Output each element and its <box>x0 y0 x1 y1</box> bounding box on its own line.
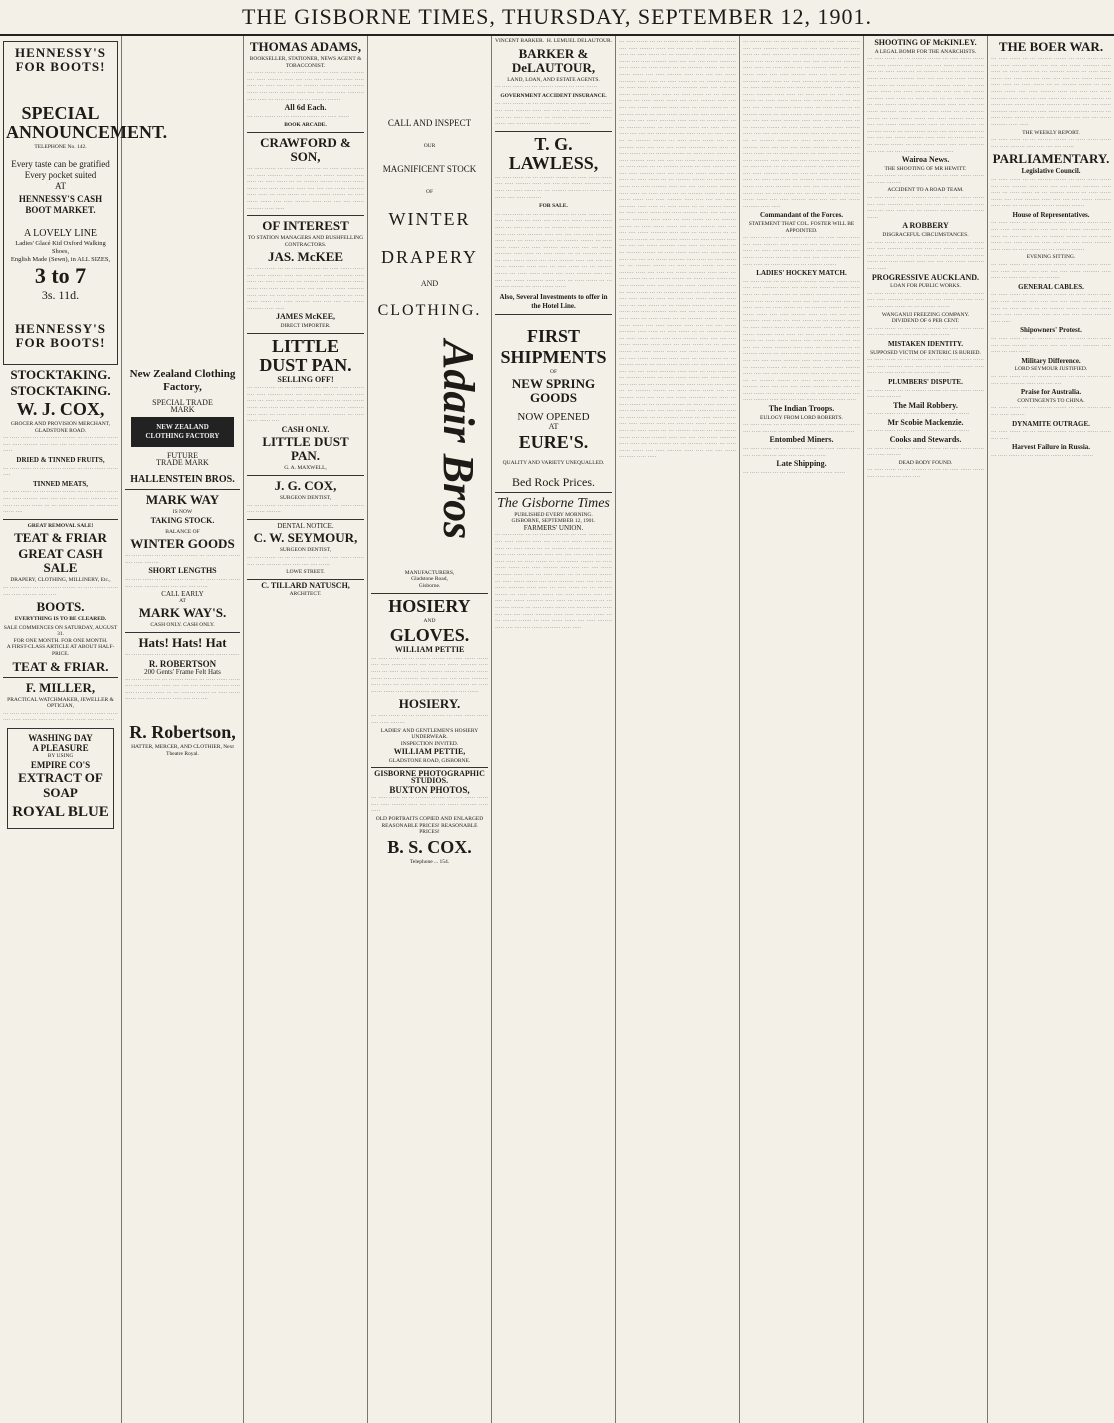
govt-insurance: GOVERNMENT ACCIDENT INSURANCE. <box>500 92 607 99</box>
gisborne: Gisborne. <box>418 582 441 589</box>
robertson-2: R. Robertson, <box>129 722 236 743</box>
hosiery-body: ··· ····· ······ ··· ··· ········ ······· ··· ····· ······ ······ ···· ····· ········ <box>371 713 488 726</box>
special-trade: SPECIAL TRADE <box>152 398 213 407</box>
sale-commences: SALE COMMENCES ON SATURDAY, AUGUST 31. <box>3 624 118 638</box>
hewitt: THE SHOOTING OF MR HEWITT. <box>884 165 967 172</box>
a-pleasure: A PLEASURE <box>32 743 89 754</box>
dynamite-outrage: DYNAMITE OUTRAGE. <box>1012 419 1090 428</box>
evening-body: ··· ····· ······ ··· ··· ········ ······· ··· ····· ······ ······ ···· ····· ········ ····· ···· ···· ···· ······ ········· ····· ····· ··· ····· ······ ··· ··· ········ <box>991 262 1111 282</box>
ladies-gents: LADIES' AND GENTLEMEN'S HOSIERY UNDERWEAR. <box>380 727 479 741</box>
royal-blue: ROYAL BLUE <box>12 803 109 820</box>
rule <box>495 131 612 132</box>
miller-sub: PRACTICAL WATCHMAKER, JEWELLER & OPTICIAN, <box>7 696 114 710</box>
bed-rock-prices: Bed Rock Prices. <box>512 474 595 489</box>
dividend-body: ··· ····· ······ ··· ··· ········ ······· ··· ····· ······ ······ ···· ····· ········ ····· ···· ···· ···· ······ <box>867 325 984 339</box>
photo-studios: GISBORNE PHOTOGRAPHIC STUDIOS. <box>374 769 485 786</box>
tg-lawless: T. G. LAWLESS, <box>508 133 599 173</box>
mckee-body: ··· ····· ······ ··· ··· ········ ······· ··· ····· ······ ······ ···· ····· ········ ····· ···· ···· ···· ······ ········· ····· ····· ··· ····· ······ ··· ··· ········ ······· ··· ····· ······ ······ ···· ····· ········ ····· ···· ···· ···· ······ ········· ····· ····· ··· ····· ······ ··· ··· ········ ······· ··· ····· ······ ······ ···· ····· ········ ····· ···· ···· ···· ······ ········· ····· ····· <box>247 266 364 312</box>
robertson: R. ROBERTSON <box>148 658 217 669</box>
scobie-body: ··· ····· ······ ··· ··· ········ ······· ··· ····· ······ <box>867 428 970 435</box>
mark-way: MARK WAY <box>145 492 220 508</box>
contingents-china: CONTINGENTS TO CHINA. <box>1017 397 1085 404</box>
surgeon-dentist: SURGEON DENTIST, <box>279 494 332 501</box>
for-sale-body: ··· ····· ······ ··· ··· ········ ······· ··· ····· ······ ······ ···· ····· ········ ····· ···· ···· ···· ······ ········· ····· ····· ··· ····· ······ ··· ··· ········ ······· ··· ····· ······ ······ ···· ····· ········ ····· ···· ···· ···· ······ ········· ····· ····· ··· ····· ······ ··· ··· ········ ······· ··· ····· ······ ······ ···· ····· ········ ····· ···· ···· ···· ······ ········· ····· ····· ··· ····· ······ ··· ··· ········ ······· ··· ····· ······ ······ ···· ····· ········ ····· ···· ···· ···· ······ ········· ····· ····· ··· ····· ······ ··· ··· ········ ······· ··· ····· ······ ······ ···· ····· ········ ····· ···· ···· ···· ······ ········· ····· ····· ··· ····· ······ ··· ··· ········ ······· ··· ····· ······ ······ <box>495 211 612 291</box>
sale-body: ··· ····· ······ ··· ··· ········ ······· ··· ····· ······ ······ ···· ····· ········ ····· ···· <box>3 584 118 598</box>
harvest-body: ··· ····· ······ ··· ··· ········ ······· ··· ····· ······ <box>991 452 1094 459</box>
dustpan-body: ··· ····· ······ ··· ··· ········ ······· ··· ····· ······ ······ ···· ····· ········ ····· ···· ···· ···· ······ ········· ····· ····· ··· ····· ······ ··· ··· ········ ······· ··· ····· ······ ······ ···· ····· ········ ····· ···· ···· ···· ······ ········· ····· ····· ··· ····· ······ ··· ··· ········ ······· ··· ····· ······ ······ ···· <box>247 385 364 425</box>
short-lengths: SHORT LENGTHS <box>148 566 217 576</box>
hats: Hats! Hats! Hat <box>138 634 227 650</box>
future: FUTURE <box>166 451 199 461</box>
hosiery: HOSIERY <box>388 595 471 616</box>
hewitt-body: ··· ····· ······ ··· ··· ········ ······· ··· ····· ······ ······ ···· ····· ········ <box>867 173 984 186</box>
logo-line-2: CLOTHING FACTORY <box>145 432 220 441</box>
seymour: C. W. SEYMOUR, <box>253 530 358 546</box>
now-opened: NOW OPENED <box>517 411 590 424</box>
seymour-sub: SURGEON DENTIST, <box>279 547 332 554</box>
loan-public-works: LOAN FOR PUBLIC WORKS. <box>890 283 961 290</box>
lovely-line: A LOVELY LINE <box>23 227 98 239</box>
hockey-body: ··· ····· ······ ··· ··· ········ ······· ··· ····· ······ ······ ···· ····· ········ ····· ···· ···· ···· ······ ········· ····· ····· ··· ····· ······ ··· ··· ········ ······· ··· ····· ······ ······ ···· ····· ········ ····· ···· ···· ···· ······ ········· ····· ····· ··· ····· ······ ··· ··· ········ ······· ··· ····· ······ ······ ···· ····· ········ ····· ···· ···· ···· ······ ········· ····· ····· ··· ····· ······ ··· ··· ········ ······· ··· ····· ······ ······ ···· ····· ········ ····· ···· ···· ···· ······ ········· ····· ····· ··· ····· ······ ··· ··· ········ ······· ··· ····· ······ ······ ···· ····· ········ ····· ···· ···· ···· ······ ········· ····· ····· ··· ····· ······ ··· ··· ········ ······· ··· ····· ······ ······ ···· ····· ········ ····· ···· ···· ···· ······ ········· ····· ····· ··· ····· ······ ··· ··· ········ ······· ··· ····· ······ ······ ···· ····· ········ ····· ···· ···· ···· ······ ········· ····· ····· ··· ····· ······ ··· ··· ········ ······· ··· ····· ······ ······ ···· ····· ········ ····· ···· ···· ···· ······ ········· ····· ····· ··· ····· ······ ··· ··· ········ ······· ··· ····· ······ ······ ···· ····· ········ ····· ···· ···· ···· ······ ········· ····· ····· <box>743 278 860 404</box>
hennessy-ad <box>3 41 168 365</box>
quality-variety: QUALITY AND VARIETY UNEQUALLED. <box>502 460 605 467</box>
extract-of-soap: EXTRACT OF SOAP <box>18 769 103 800</box>
all-6d: All 6d Each. <box>284 103 327 113</box>
rule <box>247 132 364 133</box>
dateline: GISBORNE, SEPTEMBER 12, 1901. <box>511 518 596 525</box>
robertson-body: ··· ····· ······ ··· ··· ········ ······· ··· ····· ······ ······ ···· ····· ········ ····· ···· ···· ···· ······ ········· ····· ····· ··· ····· ······ ··· ··· ········ ······· ··· ····· ······ ······ ···· ····· ········ ····· ···· ···· ···· <box>125 676 240 703</box>
little-dust-pan: LITTLE DUST PAN. <box>259 335 352 375</box>
column-6 <box>616 36 740 1423</box>
jas-mckee: JAS. McKEE <box>267 249 344 265</box>
dried-fruits: DRIED & TINNED FRUITS, <box>16 455 105 464</box>
adair-bros: Adair Bros <box>434 339 483 540</box>
at-label-2: AT <box>179 597 186 604</box>
published: PUBLISHED EVERY MORNING. <box>514 511 593 518</box>
maxwell: G. A. MAXWELL, <box>284 465 327 472</box>
general-cables: GENERAL CABLES. <box>1018 282 1084 291</box>
several-investments: Also, Several Investments to offer in the Hotel Line. <box>499 292 608 310</box>
news-body-1: ··· ····· ······ ··· ··· ········ ······· ··· ····· ······ ······ ···· ····· ········ ····· ···· ···· ···· ······ ········· ····· ····· ··· ····· ······ ··· ··· ········ ······· ··· ····· ······ ······ ···· ····· ········ ····· ···· ···· ···· ······ ········· ····· ····· ··· ····· ······ ··· ··· ········ ······· ··· ····· ······ ······ ···· ····· ········ ····· ···· ···· ···· ······ ········· ····· ····· ··· ····· ······ ··· ··· ········ ······· ··· ····· ······ ······ ···· ····· ········ ····· ···· ···· ···· ······ ········· ····· ····· ··· ····· ······ ··· ··· ········ ······· ··· ····· ······ ······ ···· ····· ········ ····· ···· ···· ···· ······ ········· ····· ····· ··· ····· ······ ··· ··· ········ ······· ··· ····· ······ ······ ···· ····· ········ ····· ···· ···· ···· ······ ········· ····· ····· ··· ····· ······ ··· ··· ········ ······· ··· ····· ······ ······ ···· ····· ········ ····· ···· ···· ···· ······ ········· ····· ····· ··· ····· ······ ··· ··· ········ ······· ··· ····· ······ ······ ···· ····· ········ ····· ···· ···· ···· ······ ········· ····· ····· ··· ····· ······ ··· ··· ········ ······· ··· ····· ······ ······ ···· ····· ········ ····· ···· ···· ···· ······ ········· ····· ····· ··· ····· ······ ··· ··· ········ ······· ··· ····· ······ ······ ···· ····· ········ ····· ···· ···· ···· ······ ········· ····· ····· ··· ····· ······ ··· ··· ········ ······· ··· ····· ······ ······ ···· ····· ········ ····· ···· ···· ···· ······ ········· ····· ····· ··· ····· ······ ··· ··· ········ ······· ··· ····· ······ ······ ···· ····· ········ ····· ···· ···· ···· ······ ········· ····· ····· <box>743 39 860 210</box>
commandant-body: ··· ····· ······ ··· ··· ········ ······· ··· ····· ······ ······ ···· ····· ········ ····· ···· ···· ···· ······ ········· ····· ····· ··· ····· ······ ··· ··· ········ ······· ··· ····· ······ ······ ···· ····· ········ ····· ···· ···· ···· ······ ········· ····· ····· ··· ····· ······ ··· ··· ········ ······· <box>743 235 860 268</box>
stocktaking-2: STOCKTAKING. <box>10 383 111 398</box>
editorial-cont-body: ··· ····· ······ ··· ··· ········ ······· ··· ····· ······ ······ ···· ····· ········ ····· ···· ···· ···· ······ ········· ····· ····· ··· ····· ······ ··· ··· ········ ······· ··· ····· ······ ······ ···· ····· ········ ····· ···· ···· ···· ······ ········· ····· ····· ··· ····· ······ ··· ··· ········ ······· ··· ····· ······ ······ ···· ····· ········ ····· ···· ···· ···· ······ ········· ····· ····· ··· ····· ······ ··· ··· ········ ······· ··· ····· ······ ······ ···· ····· ········ ····· ···· ···· ···· ······ ········· ····· ····· ··· ····· ······ ··· ··· ········ ······· ··· ····· ······ ······ ···· ····· ········ ····· ···· ···· ···· ······ ········· ····· ····· ··· ····· ······ ··· ··· ········ ······· ··· ····· ······ ······ ···· ····· ········ ····· ···· ···· ···· ······ ········· ····· ····· ··· ····· ······ ··· ··· ········ ······· ··· ····· ······ ······ ···· ····· ········ ····· ···· ···· ···· ······ ········· ····· ····· ··· ····· ······ ··· ··· ········ ······· ··· ····· ······ ······ ···· ····· ········ ····· ···· ···· ···· ······ ········· ····· ····· ··· ····· ······ ··· ··· ········ ······· ··· ····· ······ ······ ···· ····· ········ ····· ···· ···· ···· ······ ········· ····· ····· ··· ····· ······ ··· ··· ········ ······· ··· ····· ······ ······ ···· ····· ········ ····· ···· ···· ···· ······ ········· ····· ····· ··· ····· ······ ··· ··· ········ ······· ··· ····· ······ ······ ···· ····· ········ ····· ···· ···· ···· ······ ········· ····· ····· ··· ····· ······ ··· ··· ········ ······· ··· ····· ······ ······ ···· ····· ········ ····· ···· ···· ···· ······ ········· ····· ····· ··· ····· ······ ··· ··· ········ ······· ··· ····· ······ ······ ···· ····· ········ ····· ···· ···· ···· ······ ········· ····· ····· ··· ····· ······ ··· ··· ········ ······· ··· ····· ······ ······ ···· ····· ········ ····· ···· ···· ···· ······ ········· ····· ····· ··· ····· ······ ··· ··· ········ ······· ··· ····· ······ ······ ···· ····· ········ ····· ···· ···· ···· ······ ········· ····· ····· ··· ····· ······ ··· ··· ········ ······· ··· ····· ······ ······ ···· ····· ········ ····· ···· ···· ···· ······ ········· ····· ····· ··· ····· ······ ··· ··· ········ ······· ··· ····· ······ ······ ···· ····· ········ ····· ···· ···· ···· ······ ········· ····· ····· ··· ····· ······ ··· ··· ········ ······· ··· ····· ······ ······ ···· ····· ········ ····· ···· ···· ···· ······ ········· ····· ····· ··· ····· ······ ··· ··· ········ ······· ··· ····· ······ ······ ···· ····· ········ ····· ···· ···· ···· ······ ········· ····· ····· ··· ····· ······ ··· ··· ········ ······· ··· ····· ······ ······ ···· ····· ········ ····· ···· ···· ···· ······ ········· ····· ····· ··· ····· ······ ··· ··· ········ ······· ··· ····· ······ ······ ···· ····· ········ ····· ···· ···· ···· ······ ········· ····· ····· ··· ····· ······ ··· ··· ········ ······· ··· ····· ······ ······ ···· ····· ········ ····· ···· ···· ···· ······ ········· ····· ····· ··· ····· ······ ··· ··· ········ ······· ··· ····· ······ ······ ···· ····· ········ ····· ···· ···· ···· ······ ········· ····· ····· ··· ····· ······ ··· ··· ········ ······· ··· ····· ······ ······ ···· ····· ········ ····· ···· ···· ···· ······ ········· ····· ····· ··· ····· ······ ··· ··· ········ ······· ··· ····· ······ ······ ···· ····· ········ ····· ···· ···· ···· ······ ········· ····· ····· ··· ····· ······ ··· ··· ········ ······· ··· ····· ······ ······ ···· ····· ········ ····· ···· ···· ···· ······ ········· ····· ····· ··· ····· ······ ··· ··· ········ ······· ··· ····· ······ ······ ···· ····· ········ ····· ···· ···· ···· ······ ········· ····· ····· ··· ····· ······ ··· ··· ········ ······· ··· ····· ······ ······ ···· ····· ········ ····· ···· ···· ···· ······ ········· ····· ····· ··· ····· ······ ··· ··· ········ ······· ··· ····· ······ ······ ···· ····· ········ ····· ···· ···· ···· ······ ········· ····· ····· ··· ····· ······ ··· ··· ········ ······· ··· ····· ······ ······ ···· ····· ········ ····· ···· ···· ···· ······ ········· ····· ····· <box>619 39 736 461</box>
balance-of: BALANCE OF <box>165 528 200 535</box>
gladstone-road: Gladstone Road, <box>411 576 448 583</box>
mark: MARK <box>170 404 195 414</box>
teat-friar-2: TEAT & FRIAR. <box>12 658 109 674</box>
every-taste: Every taste can be gratified <box>11 158 110 169</box>
william-pettie-2: WILLIAM PETTIE, <box>393 747 466 757</box>
columns <box>0 36 1114 1423</box>
dynamite-body: ··· ····· ······ ··· ··· ········ ······· ··· ····· ······ ······ ···· ····· <box>991 429 1111 442</box>
and: AND <box>420 279 439 289</box>
and-2: AND <box>423 617 436 624</box>
stocktaking-1: STOCKTAKING. <box>10 367 111 382</box>
column-1 <box>0 36 168 1423</box>
miller-name: F. MILLER, <box>25 679 96 695</box>
photos-body: ··· ····· ······ ··· ··· ········ ······· ··· ····· ······ ······ ···· ····· ········ ····· ···· ···· ···· ······ ········· ····· ····· <box>371 795 488 815</box>
miller-body: ··· ····· ······ ··· ··· ········ ······· ··· ····· ······ ······ ···· ····· ········ ····· ···· ···· ···· ······ ········· ····· <box>3 710 118 724</box>
late-shipping: Late Shipping. <box>776 459 827 469</box>
old-portraits: OLD PORTRAITS COPIED AND ENLARGED <box>375 816 484 823</box>
dividend: DIVIDEND OF 6 PER CENT. <box>891 318 960 325</box>
william-pettie: WILLIAM PETTIE <box>394 645 465 655</box>
bs-cox: B. S. COX. <box>387 836 472 857</box>
praise-body: ··· ····· ······ ··· ··· ········ ······· ··· ····· ······ ······ ···· ····· ········ <box>991 405 1111 418</box>
rule <box>247 519 364 520</box>
ladies-hockey: LADIES' HOCKEY MATCH. <box>756 269 847 278</box>
station-managers: TO STATION MANAGERS AND BUSHFELLING CONTRACTORS. <box>247 235 364 248</box>
winter-body: ··· ····· ······ ··· ··· ········ ······· ··· ····· ······ ······ ···· ····· ········ <box>125 553 240 566</box>
column-7 <box>740 36 864 1423</box>
boots-heading: BOOTS. <box>36 599 85 615</box>
harvest-failure: Harvest Failure in Russia. <box>1011 443 1091 452</box>
adair-bros-block <box>371 320 488 570</box>
pettie-sub: GLADSTONE ROAD, GISBORNE. <box>388 757 471 764</box>
inspection-invited: INSPECTION INVITED. <box>400 740 459 747</box>
cash-only-3: CASH ONLY. <box>281 424 330 434</box>
foster-statement: STATEMENT THAT COL. FOSTER WILL BE APPOINTED. <box>748 221 855 234</box>
rule <box>247 579 364 580</box>
magnificent-stock: MAGNIFICENT STOCK <box>382 163 477 174</box>
mistaken-body: ··· ····· ······ ··· ··· ········ ······· ··· ····· ······ ······ ···· ····· ········ ····· ···· ···· ···· ······ ········· ····· ····· ··· ····· ······ ··· ··· ········ ······· <box>867 357 984 377</box>
selling-off: SELLING OFF! <box>277 374 334 384</box>
crawford-body: ··· ····· ······ ··· ··· ········ ······· ··· ····· ······ ······ ···· ····· ········ ····· ···· ···· ···· ······ ········· ····· ····· ··· ····· ······ ··· ··· ········ ······· ··· ····· ······ ······ ···· ····· ········ ····· ···· ···· ···· ······ ········· ····· ····· ··· ····· ······ ··· ··· ········ ······· ··· ····· ······ ······ ···· ····· ········ ····· ···· ···· ···· ······ ········· ····· ····· <box>247 165 364 212</box>
column-8 <box>864 36 988 1423</box>
adams-sub: BOOKSELLER, STATIONER, NEWS AGENT & TOBACCONIST. <box>249 56 362 69</box>
council-body: ··· ····· ······ ··· ··· ········ ······· ··· ····· ······ ······ ···· ····· ········ ····· ···· ···· ···· ······ ········· ····· ····· ··· ····· ······ ··· ··· ········ ······· ··· ····· ······ ······ ···· ····· ········ ····· ···· ···· ···· ······ ········· ····· ····· ··· ····· ······ ··· ··· ········ ······· <box>991 176 1111 210</box>
auckland-body: ··· ····· ······ ··· ··· ········ ······· ··· ····· ······ ······ ···· ····· ········ ····· ···· ···· ···· ······ ········· ····· ····· ··· ····· ······ ··· ··· ········ ······· <box>867 290 984 310</box>
gisborne-times: The Gisborne Times <box>497 495 610 511</box>
first: FIRST <box>526 325 580 346</box>
shipping-body: ··· ····· ······ ··· ··· ········ ······· ··· ····· ······ <box>743 469 846 476</box>
call-inspect: CALL AND INSPECT <box>387 118 472 128</box>
scobie-mackenzie: Mr Scobie Mackenzie. <box>887 417 964 427</box>
column-4 <box>368 36 492 1423</box>
barker-body: ··· ····· ······ ··· ··· ········ ······· ··· ····· ······ <box>495 84 598 91</box>
robertson-sub: HATTER, MERCER, AND CLOTHIER, Next Theatre Royal. <box>131 744 234 757</box>
editorial-body: ··· ····· ······ ··· ··· ········ ······· ··· ····· ······ ······ ···· ····· ········ ····· ···· ···· ···· ······ ········· ····· ····· ··· ····· ······ ··· ··· ········ ······· ··· ····· ······ ······ ···· ····· ········ ····· ···· ···· ···· ······ ········· ····· ····· ··· ····· ······ ··· ··· ········ ······· ··· ····· ······ ······ ···· ····· ········ ····· ···· ···· ···· ······ ········· ····· ····· ··· ····· ······ ··· ··· ········ ······· ··· ····· ······ ······ ···· ····· ········ ····· ···· ···· ···· ······ ········· ····· ····· ··· ····· ······ ··· ··· ········ ······· ··· ····· ······ ······ ···· ····· ········ ····· ···· ···· ···· ······ ········· ····· ····· ··· ····· ······ ··· ··· ········ ······· ··· ····· ······ ······ ···· ····· ········ ····· ···· ···· ···· ······ ········· ····· ····· ··· ····· ······ ··· ··· ········ ······· ··· ····· ······ ······ ···· ····· ········ ····· ···· ···· ···· ······ ········· ····· ····· <box>495 532 612 631</box>
column-5 <box>492 36 616 1423</box>
cables-body: ··· ····· ······ ··· ··· ········ ······· ··· ····· ······ ······ ···· ····· ········ ····· ···· ···· ···· ······ ········· ····· ····· ··· ····· ······ ··· ··· ········ ······· ··· ····· ······ ······ ···· ····· ········ ····· ···· ···· ···· ······ ········· ····· ····· <box>991 292 1111 325</box>
cox-sub: GROCER AND PROVISION MERCHANT, GLADSTONE ROAD. <box>10 421 111 434</box>
wairoa-news: Wairoa News. <box>901 155 950 165</box>
teat-friar: TEAT & FRIAR <box>14 530 107 546</box>
indian-body: ··· ····· ······ ··· ··· ········ ······· ··· ····· ······ ······ ···· ····· ········ ····· ···· ···· ···· ······ ········· ····· <box>743 422 860 435</box>
trade-mark: TRADE MARK <box>156 457 209 467</box>
crawford-son: CRAWFORD & SON, <box>260 134 351 164</box>
rule <box>247 215 364 216</box>
evening-sitting: EVENING SITTING. <box>1026 254 1076 261</box>
agents-header <box>495 38 612 45</box>
cash-boot-market: HENNESSY'S CASH BOOT MARKET. <box>18 193 103 215</box>
at-label: AT <box>55 180 66 191</box>
road-body: ··· ····· ······ ··· ··· ········ ······· ··· ····· ······ ······ ···· ····· ········ ····· ···· ···· ···· ······ ········· ····· ····· ··· ····· ······ ··· ··· ········ ······· ··· ····· ······ ······ <box>867 195 984 221</box>
cash-only: CASH ONLY. CASH ONLY. <box>150 622 215 629</box>
ladies-shoes: Ladies' Glacé Kid Oxford Walking Shoes, <box>15 239 106 255</box>
progressive-auckland: PROGRESSIVE AUCKLAND. <box>871 272 980 282</box>
logo-line-1: NEW ZEALAND <box>156 423 209 432</box>
vincent-barker: VINCENT BARKER. <box>495 38 545 44</box>
robbery-body: ··· ····· ······ ··· ··· ········ ······· ··· ····· ······ ······ ···· ····· ········ ····· ···· ···· ···· ······ ········· ····· ····· ··· ····· ······ ··· ··· ········ ······· ··· ····· ······ ······ ···· ····· ········ ····· ···· ···· ···· ······ ········· ····· ····· <box>867 239 984 272</box>
miners-body: ··· ····· ······ ··· ··· ········ ······· ··· ····· ······ ······ ···· ····· ········ ····· ···· ···· ···· ······ <box>743 446 860 459</box>
commandant: Commandant of the Forces. <box>759 211 844 220</box>
weekly-body: ··· ····· ······ ··· ··· ········ ······· ··· ····· ······ ······ ···· ····· ········ ····· ···· ···· ···· ······ <box>991 137 1111 150</box>
reasonable-prices: REASONABLE PRICES! REASONABLE PRICES! <box>381 822 478 836</box>
masthead: THE GISBORNE TIMES, THURSDAY, SEPTEMBER 12, 1901. <box>0 0 1114 36</box>
clothing: CLOTHING. <box>377 301 482 319</box>
eulogy: EULOGY FROM LORD ROBERTS. <box>760 414 843 421</box>
nz-clothing-factory: New Zealand Clothing Factory, <box>129 368 236 393</box>
rule <box>495 314 612 315</box>
all-6d-body: ··· ····· ······ ··· ··· ········ ······· ··· ····· ······ <box>247 113 350 120</box>
rule <box>125 489 240 490</box>
hallenstein: HALLENSTEIN BROS. <box>130 474 235 486</box>
first-class-article: A FIRST-CLASS ARTICLE AT ABOUT HALF-PRICE. <box>6 644 115 658</box>
shipowners-protest: Shipowners' Protest. <box>1020 326 1082 335</box>
lawless-body: ··· ····· ······ ··· ··· ········ ······· ··· ····· ······ ······ ···· ····· ········ ····· ···· ···· ···· ······ ········· ····· ····· ··· ····· ······ ··· ··· ········ ······· ··· ····· ······ ······ ···· ····· ········ <box>495 174 612 201</box>
land-loan: LAND, LOAN, AND ESTATE AGENTS. <box>507 76 600 83</box>
gloves: GLOVES. <box>389 625 470 646</box>
thomas-adams: THOMAS ADAMS, <box>249 39 362 54</box>
parliamentary: PARLIAMENTARY. <box>992 151 1110 167</box>
direct-importer: DIRECT IMPORTER. <box>280 323 331 330</box>
adams-body: ··· ····· ······ ··· ··· ········ ······· ··· ····· ······ ······ ···· ····· ········ ····· ···· ···· ···· ······ ········· ····· ····· ··· ····· ······ ··· ··· ········ ······· ··· ····· ······ ······ ···· ····· ········ ····· ···· ···· ···· ······ ········· ····· ····· ··· ····· ······ ··· ··· ········ ······· <box>247 70 364 103</box>
road-team: ACCIDENT TO A ROAD TEAM. <box>887 187 964 194</box>
size-range: 3 to 7 <box>34 262 87 288</box>
rule <box>247 475 364 476</box>
jg-cox: J. G. COX, <box>274 477 337 493</box>
mistaken-identity: MISTAKEN IDENTITY. <box>887 339 964 348</box>
by-using: BY USING <box>47 753 74 760</box>
cooks-stewards: Cooks and Stewards. <box>889 435 962 445</box>
delautour: H. LEMUEL DELAUTOUR. <box>546 38 612 44</box>
is-now: IS NOW <box>172 509 193 516</box>
column-3 <box>244 36 368 1423</box>
great-cash-sale: GREAT CASH SALE <box>18 546 103 576</box>
boer-war: THE BOER WAR. <box>998 39 1104 54</box>
felt-hats: 200 Gents' Frame Felt Hats <box>144 668 221 677</box>
great-removal: GREAT REMOVAL SALE! <box>27 522 94 529</box>
for-one-month: FOR ONE MONTH. FOR ONE MONTH. <box>13 637 108 644</box>
of-interest: OF INTEREST <box>262 218 349 234</box>
mail-robbery: The Mail Robbery. <box>893 400 958 410</box>
everything-cleared: EVERYTHING IS TO BE CLEARED. <box>14 616 107 623</box>
dried-body: ··· ····· ······ ··· ··· ········ ······· ··· ····· ······ ······ ···· <box>3 465 118 479</box>
pettie-body: ··· ····· ······ ··· ··· ········ ······· ··· ····· ······ ······ ···· ····· ········ ····· ···· ···· ···· ······ ········· ····· ····· ··· ····· ······ ··· ··· ········ ······· ··· ····· ······ ······ ···· ····· ········ ····· ···· ···· ···· ······ ········· ····· ····· ··· ····· ······ ··· ··· ········ ······· ··· ····· ······ ······ ···· ····· ········ ····· ···· ···· ···· ······ <box>371 655 488 695</box>
hennessy-top-banner: HENNESSY'S FOR BOOTS! <box>15 45 106 74</box>
manufacturers: MANUFACTURERS, <box>404 569 455 576</box>
call-early: CALL EARLY <box>161 590 204 599</box>
nz-logo <box>131 417 234 447</box>
mark-ways: MARK WAY'S. <box>138 605 227 621</box>
telephone-154: Telephone ... 154. <box>409 858 450 865</box>
plumbers-dispute: PLUMBERS' DISPUTE. <box>888 377 963 386</box>
price: 3s. 11d. <box>41 287 80 302</box>
dead-body-text: ··· ····· ······ ··· ··· ········ ······· ··· ····· ······ ······ ···· ····· ········ ····· ···· <box>867 467 984 481</box>
hosiery-2: HOSIERY. <box>398 696 461 712</box>
dental-notice: DENTAL NOTICE. <box>277 521 334 530</box>
rule <box>125 632 240 633</box>
washing-day: WASHING DAY <box>28 733 93 744</box>
insurance-body: ··· ····· ······ ··· ··· ········ ······· ··· ····· ······ ······ ···· ····· ········ ····· ···· ···· ···· ······ ········· ····· ····· ··· ····· ······ ··· ··· ········ ······· ··· ····· ······ ······ ···· ····· ········ ····· ···· ···· ···· ······ <box>495 101 612 128</box>
lowe-street: LOWE STREET. <box>286 569 325 576</box>
cooks-body: ··· ····· ······ ··· ··· ········ ······· ··· ····· ······ ······ ···· ····· ········ <box>867 445 984 459</box>
column-9 <box>988 36 1114 1423</box>
cox-name: W. J. COX, <box>16 399 105 419</box>
winter-goods: WINTER GOODS <box>130 536 235 552</box>
natusch: C. TILLARD NATUSCH, <box>261 580 350 590</box>
james-mckee: JAMES McKEE, <box>275 312 336 322</box>
shipments: SHIPMENTS <box>500 346 607 367</box>
rule <box>247 333 364 334</box>
mckinley-body: ··· ····· ······ ··· ··· ········ ······· ··· ····· ······ ······ ···· ····· ········ ····· ···· ···· ···· ······ ········· ····· ····· ··· ····· ······ ··· ··· ········ ······· ··· ····· ······ ······ ···· ····· ········ ····· ···· ···· ···· ······ ········· ····· ····· ··· ····· ······ ··· ··· ········ ······· ··· ····· ······ ······ ···· ····· ········ ····· ···· ···· ···· ······ ········· ····· ····· ··· ····· ······ ··· ··· ········ ······· ··· ····· ······ ······ ···· ····· ········ ····· ···· ···· ···· ······ ········· ····· ····· ··· ····· ······ ··· ··· ········ ······· ··· ····· ······ ······ ···· ····· ········ ····· ···· ···· ···· ······ ········· ····· ····· ··· ····· ······ ··· ··· ········ ······· ··· ····· ······ ······ ···· ····· ········ ····· ···· ···· ···· ······ ········· ····· ····· ··· ····· ······ ··· ··· ········ ······· ··· ····· ······ ······ ···· ····· ········ ····· ···· ···· ···· ······ ········· ····· ····· <box>867 56 984 155</box>
drapery-clothing: DRAPERY, CLOTHING, MILLINERY, Etc., <box>10 577 111 584</box>
disgraceful: DISGRACEFUL CIRCUMSTANCES. <box>882 232 969 239</box>
a-robbery: A ROBBERY <box>902 221 949 231</box>
tinned-body: ··· ····· ······ ··· ··· ········ ······· ··· ····· ······ ······ ···· ····· ········ ····· ···· ···· ···· ······ ········· ····· ····· ··· ····· ······ ··· ··· ········ ······· ··· ····· ······ ······ ···· <box>3 489 118 516</box>
architect: ARCHITECT. <box>289 591 322 598</box>
jg-cox-body: ··· ····· ······ ··· ··· ········ ······· ··· ····· ······ ······ ···· ····· ········ <box>247 502 364 516</box>
short-body: ··· ····· ······ ··· ··· ········ ······· ··· ····· ······ ······ ···· ····· ········ ····· ···· ···· ···· ······ <box>125 576 240 590</box>
winter: WINTER <box>388 209 471 230</box>
seymour-body: ··· ····· ······ ··· ··· ········ ······· ··· ····· ······ ······ ···· ····· ········ ····· ···· ···· ···· ······ <box>247 554 364 568</box>
rule <box>371 767 488 768</box>
special-announcement: SPECIAL ANNOUNCEMENT. <box>6 103 168 142</box>
rule <box>3 677 118 678</box>
dead-body-found: DEAD BODY FOUND. <box>898 459 953 466</box>
entombed-miners: Entombed Miners. <box>769 435 834 445</box>
for-sale: FOR SALE. <box>539 203 568 210</box>
drapery: DRAPERY <box>380 247 479 268</box>
little-dust-pan-2: LITTLE DUST PAN. <box>262 434 349 464</box>
taking-stock: TAKING STOCK. <box>150 515 215 525</box>
indian-troops: The Indian Troops. <box>768 404 835 414</box>
cox-body: ··· ····· ······ ··· ··· ········ ······· ··· ····· ······ ······ ···· ····· ········ ····· ···· ···· ···· ······ ········· ····· ····· <box>3 435 118 455</box>
boer-body: ··· ····· ······ ··· ··· ········ ······· ··· ····· ······ ······ ···· ····· ········ ····· ···· ···· ···· ······ ········· ····· ····· ··· ····· ······ ··· ··· ········ ······· ··· ····· ······ ······ ···· ····· ········ ····· ···· ···· ···· ······ ········· ····· ····· ··· ····· ······ ··· ··· ········ ······· ··· ····· ······ ······ ···· ····· ········ ····· ···· ···· ···· ······ ········· ····· ····· ··· ····· ······ ··· ··· ········ ······· ··· ····· ······ ······ ···· ····· ········ ····· ···· ···· ···· ······ ········· ····· ····· ··· ····· ······ ··· ··· ········ ······· ··· ····· ······ ······ ···· ····· ········ ····· ···· ···· ···· ······ ········· ····· ····· <box>991 56 1111 128</box>
supposed-victim: SUPPOSED VICTIM OF ENTERIC IS BURIED. <box>870 349 981 356</box>
legal-bomb: A LEGAL BOMB FOR THE ANARCHISTS. <box>874 48 977 55</box>
legislative-council: Legislative Council. <box>1021 167 1081 176</box>
book-arcade: BOOK ARCADE. <box>284 122 327 129</box>
rule <box>3 519 118 520</box>
hennessy-bottom-banner: HENNESSY'S FOR BOOTS! <box>15 320 106 350</box>
weekly-report: THE WEEKLY REPORT. <box>1022 129 1080 136</box>
our: OUR <box>423 143 436 149</box>
empire-cos: EMPIRE CO'S <box>30 759 91 770</box>
of: OF <box>425 188 434 195</box>
eures: EURE'S. <box>518 432 589 453</box>
praise-australia: Praise for Australia. <box>1020 388 1082 397</box>
military-body: ··· ····· ······ ··· ··· ········ ······· ··· ····· ······ ······ ···· ····· ········ ····· ···· ···· ···· <box>991 373 1111 387</box>
tinned-meats: TINNED MEATS, <box>32 479 89 488</box>
rule <box>495 492 612 493</box>
house-reps: House of Representatives. <box>1012 210 1090 219</box>
seymour-justified: LORD SEYMOUR JUSTIFIED. <box>1014 366 1088 373</box>
wanganui-freezing: WANGANUI FREEZING COMPANY. <box>881 311 970 318</box>
new-spring-goods: NEW SPRING GOODS <box>511 376 596 406</box>
of-5: OF <box>549 368 558 375</box>
mail-body: ··· ····· ······ ··· ··· ········ ······· ··· ····· ······ <box>867 411 970 418</box>
telephone: TELEPHONE No. 142. <box>34 144 87 150</box>
mckinley: SHOOTING OF McKINLEY. <box>874 38 977 47</box>
rule <box>371 593 488 594</box>
military-difference: Military Difference. <box>1021 356 1081 365</box>
farmers-union: FARMERS' UNION. <box>523 523 584 532</box>
plumbers-body: ··· ····· ······ ··· ··· ········ ······· ··· ····· ······ ······ ···· ····· ········ <box>867 387 984 401</box>
column-2 <box>122 36 244 1423</box>
barker-delautour: BARKER & DeLAUTOUR, <box>511 45 596 75</box>
buxton-photos: BUXTON PHOTOS, <box>389 784 470 795</box>
hats-body: ··· ····· ······ ··· ··· ········ ······· ··· ····· ······ ······ <box>125 651 240 658</box>
at-5: AT <box>548 422 559 432</box>
soap-ad <box>7 728 114 829</box>
english-made: English Made (Sewn), in ALL SIZES, <box>10 255 111 263</box>
house-body: ··· ····· ······ ··· ··· ········ ······· ··· ····· ······ ······ ···· ····· ········ ····· ···· ···· ···· ······ ········· ····· ····· ··· ····· ······ ··· ··· ········ ······· ··· ····· ······ ······ ···· ····· ········ ····· ···· ···· ···· ······ ········· ····· ····· ··· ····· ······ ··· ··· ········ ······· <box>991 220 1111 253</box>
every-pocket: Every pocket suited <box>24 169 97 180</box>
shipowners-body: ··· ····· ······ ··· ··· ········ ······· ··· ····· ······ ······ ···· ····· ········ ····· ···· ···· ···· ······ ········· ····· ····· ··· ····· ······ <box>991 335 1111 356</box>
